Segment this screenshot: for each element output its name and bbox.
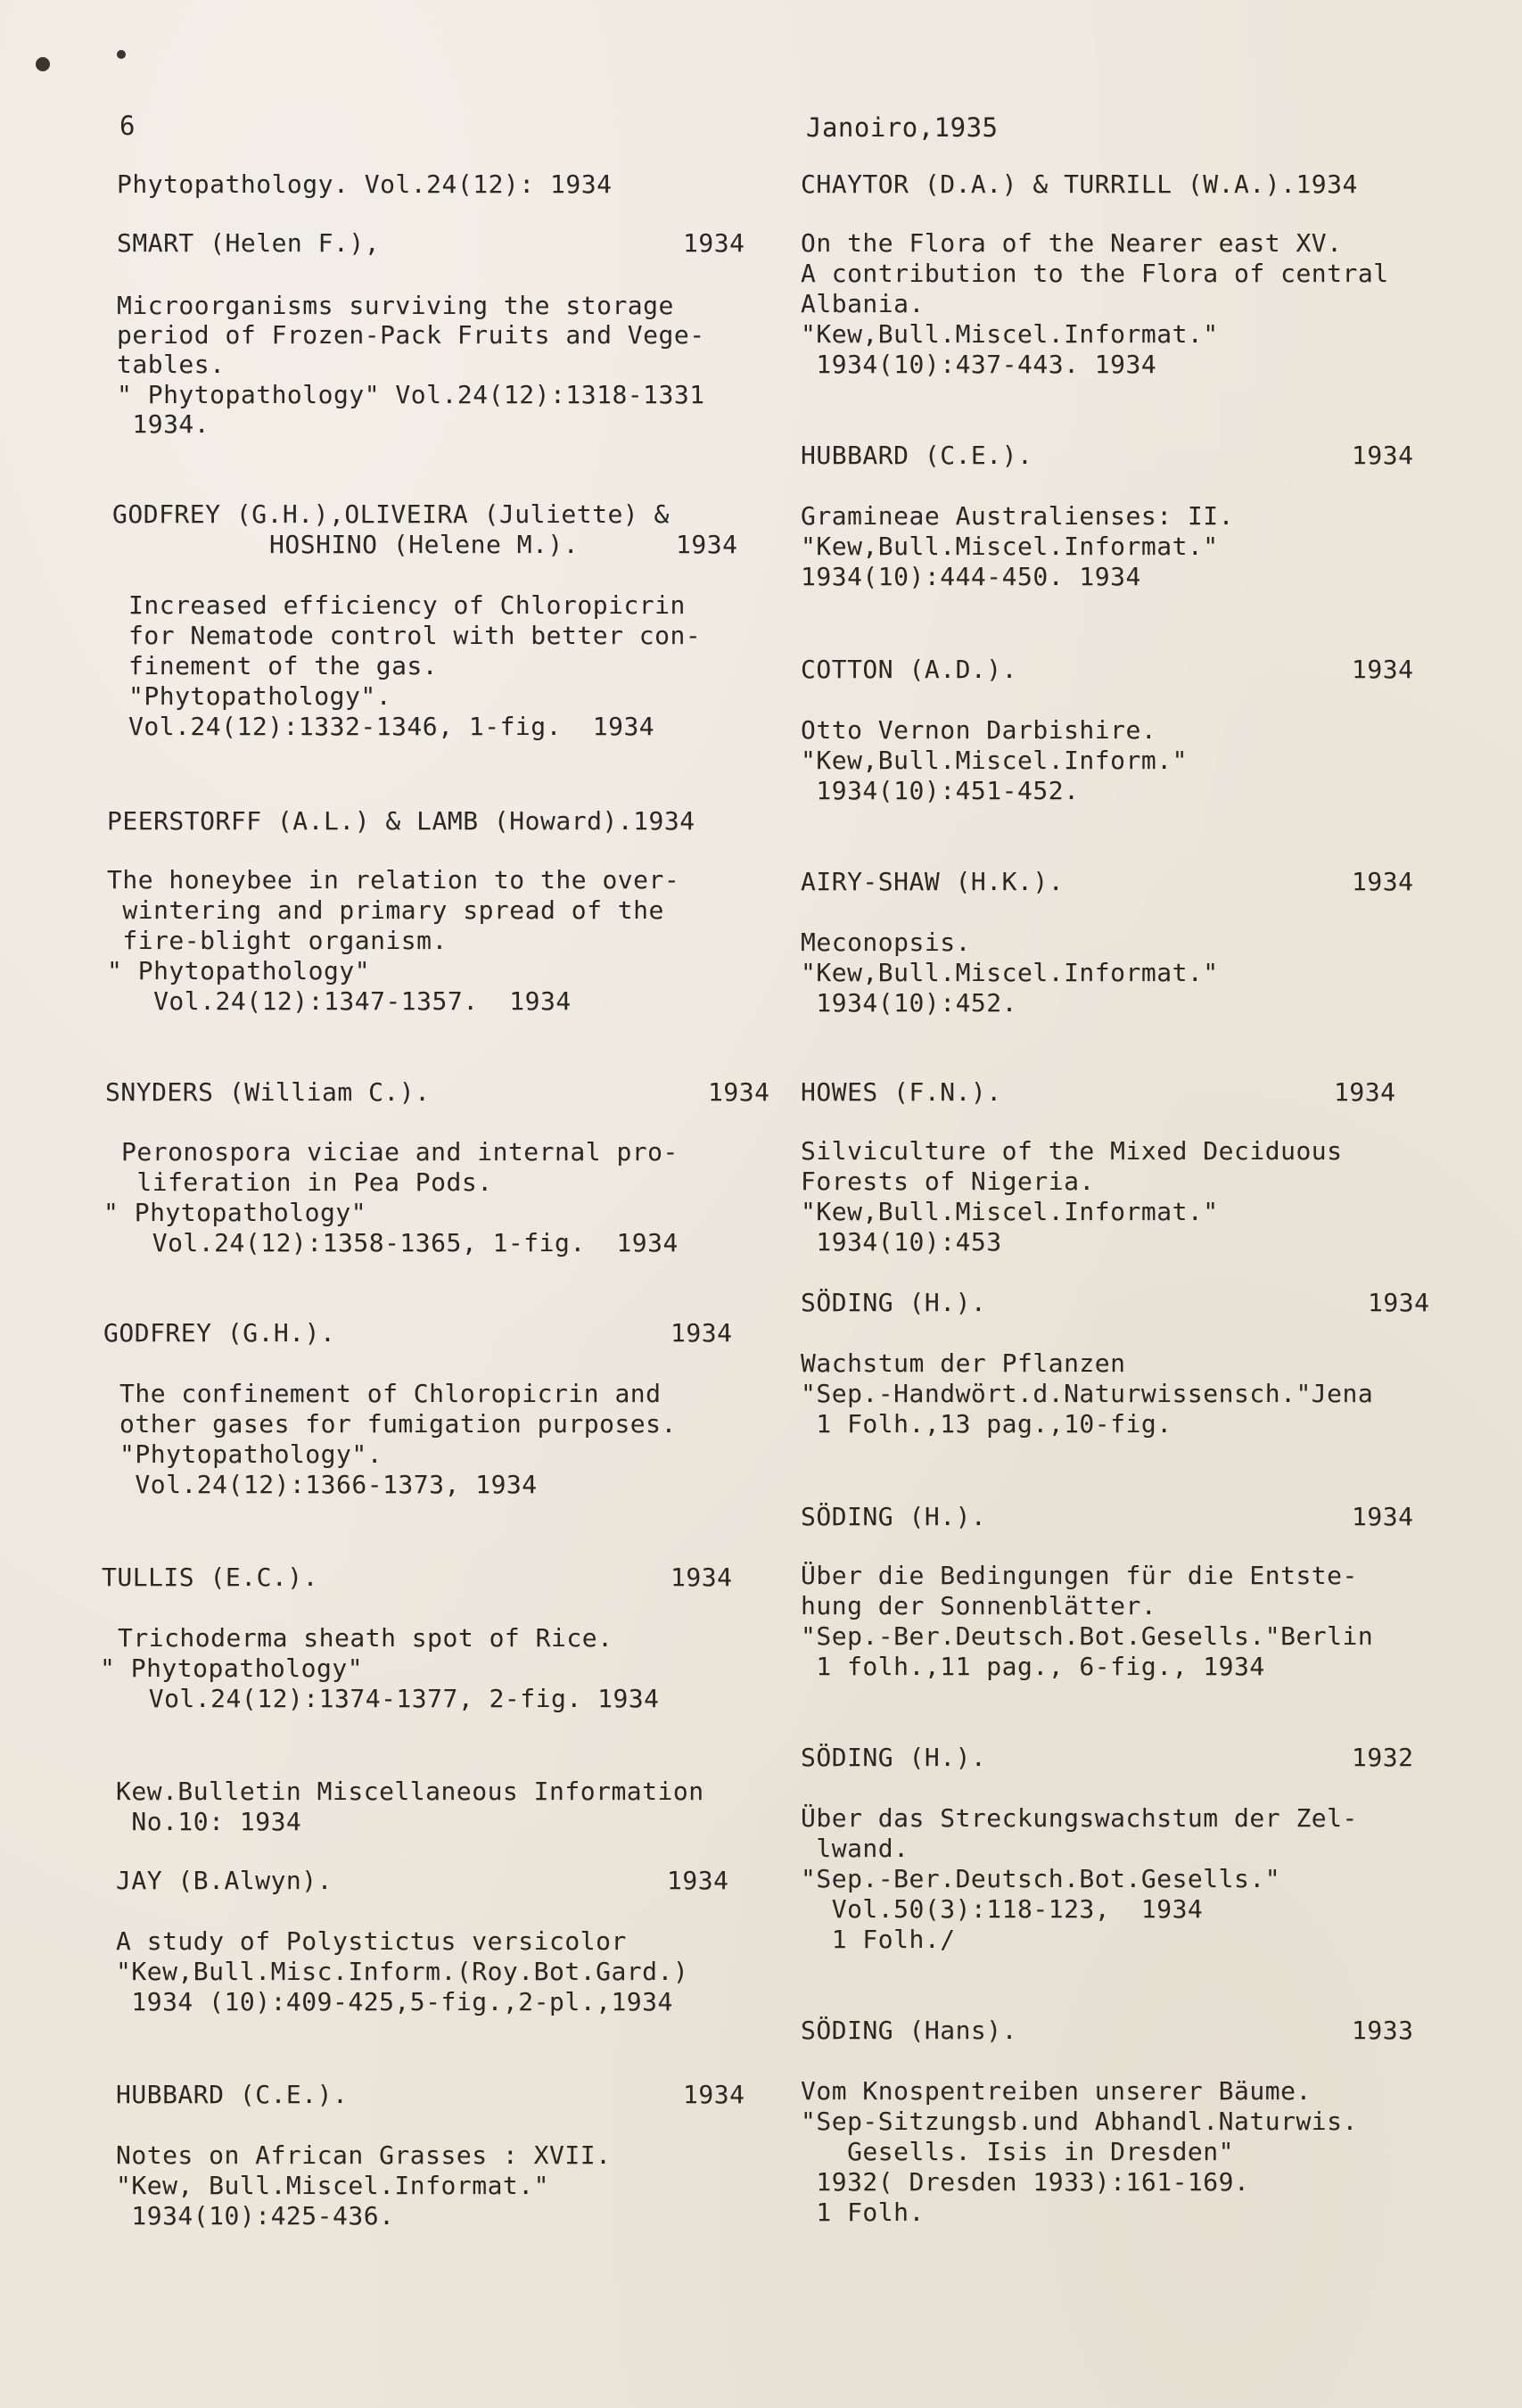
entry-line: Microorganisms surviving the storage bbox=[117, 291, 674, 320]
entry-line: Gramineae Australienses: II. bbox=[801, 501, 1235, 531]
entry-line: The confinement of Chloropicrin and bbox=[119, 1379, 662, 1408]
entry-line: 1934(10):451-452. bbox=[801, 776, 1080, 805]
entry-author: TULLIS (E.C.). bbox=[102, 1563, 319, 1592]
entry-line: "Sep.-Ber.Deutsch.Bot.Gesells."Berlin bbox=[801, 1621, 1374, 1651]
entry-line: "Kew,Bull.Miscel.Informat." bbox=[801, 319, 1219, 349]
entry-line: A contribution to the Flora of central bbox=[801, 259, 1389, 288]
entry-line: On the Flora of the Nearer east XV. bbox=[801, 228, 1343, 258]
entry-line: Über die Bedingungen für die Entste- bbox=[801, 1561, 1358, 1590]
entry-line: 1932( Dresden 1933):161-169. bbox=[801, 2167, 1250, 2197]
entry-line: "Phytopathology". bbox=[119, 1439, 383, 1469]
entry-line: tables. bbox=[117, 350, 226, 379]
entry-author: HOWES (F.N.). bbox=[801, 1077, 1002, 1107]
entry-line: finement of the gas. bbox=[128, 651, 439, 680]
entry-line: Vol.24(12):1366-1373, 1934 bbox=[119, 1470, 538, 1499]
entry-line: Wachstum der Pflanzen bbox=[801, 1348, 1126, 1378]
entry-author: GODFREY (G.H.),OLIVEIRA (Juliette) & bbox=[112, 499, 670, 529]
entry-line: " Phytopathology" bbox=[107, 956, 371, 985]
entry-line: Forests of Nigeria. bbox=[801, 1167, 1095, 1196]
entry-year: 1933 bbox=[1352, 2016, 1414, 2045]
journal-heading: No.10: 1934 bbox=[116, 1807, 302, 1836]
entry-line: " Phytopathology" bbox=[103, 1198, 367, 1227]
entry-line: "Phytopathology". bbox=[128, 681, 392, 711]
entry-line: Vol.24(12):1374-1377, 2-fig. 1934 bbox=[118, 1684, 660, 1713]
entry-line: Peronospora viciae and internal pro- bbox=[121, 1137, 679, 1167]
entry-year: 1934 bbox=[667, 1866, 729, 1895]
entry-line: "Kew,Bull.Miscel.Informat." bbox=[801, 532, 1219, 561]
entry-year: 1934 bbox=[671, 1318, 733, 1348]
entry-line: Notes on African Grasses : XVII. bbox=[116, 2140, 612, 2170]
entry-author: GODFREY (G.H.). bbox=[103, 1318, 336, 1348]
entry-line: "Kew,Bull.Miscel.Informat." bbox=[801, 958, 1219, 987]
entry-line: lwand. bbox=[801, 1834, 909, 1863]
entry-year: 1934 bbox=[683, 228, 745, 258]
entry-line: "Kew, Bull.Miscel.Informat." bbox=[116, 2171, 550, 2200]
entry-line: hung der Sonnenblätter. bbox=[801, 1591, 1157, 1620]
entry-line: Otto Vernon Darbishire. bbox=[801, 715, 1157, 745]
entry-line: Vol.24(12):1347-1357. 1934 bbox=[107, 986, 572, 1016]
entry-line: Vom Knospentreiben unserer Bäume. bbox=[801, 2076, 1312, 2106]
entry-line: fire-blight organism. bbox=[107, 926, 448, 955]
entry-line: Vol.24(12):1358-1365, 1-fig. 1934 bbox=[121, 1228, 679, 1258]
entry-line: Gesells. Isis in Dresden" bbox=[801, 2137, 1235, 2166]
entry-author: SÖDING (Hans). bbox=[801, 2016, 1018, 2045]
entry-author: HUBBARD (C.E.). bbox=[116, 2080, 349, 2109]
entry-line: Meconopsis. bbox=[801, 928, 971, 957]
entry-line: " Phytopathology" bbox=[100, 1653, 364, 1683]
entry-author: SÖDING (H.). bbox=[801, 1743, 987, 1772]
entry-line: "Sep.-Handwört.d.Naturwissensch."Jena bbox=[801, 1379, 1374, 1408]
entry-line: 1 Folh.,13 pag.,10-fig. bbox=[801, 1409, 1172, 1439]
entry-author: SÖDING (H.). bbox=[801, 1288, 987, 1317]
entry-line: Albania. bbox=[801, 289, 925, 318]
entry-line: Vol.50(3):118-123, 1934 bbox=[801, 1894, 1204, 1924]
entry-author: SNYDERS (William C.). bbox=[105, 1077, 431, 1107]
entry-author: CHAYTOR (D.A.) & TURRILL (W.A.).1934 bbox=[801, 169, 1358, 199]
entry-line: A study of Polystictus versicolor bbox=[116, 1926, 627, 1956]
entry-author: COTTON (A.D.). bbox=[801, 655, 1018, 684]
entry-year: 1934 bbox=[1352, 441, 1414, 470]
entry-line: The honeybee in relation to the over- bbox=[107, 865, 680, 895]
entry-author: AIRY-SHAW (H.K.). bbox=[801, 867, 1065, 896]
entry-line: 1934. bbox=[117, 409, 210, 439]
entry-year: 1934 bbox=[1352, 655, 1414, 684]
page-number: 6 bbox=[119, 111, 136, 141]
entry-line: 1934(10):444-450. 1934 bbox=[801, 562, 1141, 591]
entry-line: Vol.24(12):1332-1346, 1-fig. 1934 bbox=[128, 712, 655, 741]
entry-line: "Sep.-Ber.Deutsch.Bot.Gesells." bbox=[801, 1864, 1281, 1893]
entry-line: 1 folh.,11 pag., 6-fig., 1934 bbox=[801, 1652, 1265, 1681]
entry-line: for Nematode control with better con- bbox=[128, 621, 702, 650]
entry-year: 1934 bbox=[683, 2080, 745, 2109]
journal-heading: Phytopathology. Vol.24(12): 1934 bbox=[117, 169, 613, 199]
entry-line: "Kew,Bull.Miscel.Inform." bbox=[801, 746, 1188, 775]
journal-heading: Kew.Bulletin Miscellaneous Information bbox=[116, 1777, 704, 1806]
entry-author: SMART (Helen F.), bbox=[117, 228, 381, 258]
entry-line: 1934(10):437-443. 1934 bbox=[801, 350, 1157, 379]
entry-line: liferation in Pea Pods. bbox=[121, 1167, 493, 1197]
entry-line: " Phytopathology" Vol.24(12):1318-1331 bbox=[117, 380, 705, 409]
entry-line: Increased efficiency of Chloropicrin bbox=[128, 590, 686, 620]
entry-author: HUBBARD (C.E.). bbox=[801, 441, 1033, 470]
entry-line: Trichoderma sheath spot of Rice. bbox=[118, 1623, 613, 1653]
entry-line: period of Frozen-Pack Fruits and Vege- bbox=[117, 320, 705, 350]
entry-year: 1934 bbox=[676, 530, 738, 559]
entry-line: Über das Streckungswachstum der Zel- bbox=[801, 1803, 1358, 1833]
entry-line: 1 Folh. bbox=[801, 2198, 925, 2227]
entry-line: "Kew,Bull.Misc.Inform.(Roy.Bot.Gard.) bbox=[116, 1957, 689, 1986]
entry-line: Silviculture of the Mixed Deciduous bbox=[801, 1136, 1343, 1166]
entry-line: 1934(10):453 bbox=[801, 1227, 1002, 1257]
entry-author: PEERSTORFF (A.L.) & LAMB (Howard).1934 bbox=[107, 806, 695, 836]
entry-line: "Sep-Sitzungsb.und Abhandl.Naturwis. bbox=[801, 2107, 1358, 2136]
entry-year: 1934 bbox=[1352, 867, 1414, 896]
entry-author: JAY (B.Alwyn). bbox=[116, 1866, 333, 1895]
entry-year: 1934 bbox=[1352, 1502, 1414, 1531]
entry-line: 1934 (10):409-425,5-fig.,2-pl.,1934 bbox=[116, 1987, 673, 2016]
punch-mark bbox=[117, 50, 126, 59]
entry-line: other gases for fumigation purposes. bbox=[119, 1409, 677, 1439]
punch-hole bbox=[36, 57, 50, 71]
entry-year: 1934 bbox=[708, 1077, 770, 1107]
entry-year: 1934 bbox=[671, 1563, 733, 1592]
entry-author: HOSHINO (Helene M.). bbox=[269, 530, 580, 559]
entry-year: 1934 bbox=[1334, 1077, 1396, 1107]
entry-line: wintering and primary spread of the bbox=[107, 895, 664, 925]
entry-author: SÖDING (H.). bbox=[801, 1502, 987, 1531]
entry-line: "Kew,Bull.Miscel.Informat." bbox=[801, 1197, 1219, 1226]
entry-year: 1934 bbox=[1368, 1288, 1430, 1317]
entry-line: 1934(10):425-436. bbox=[116, 2201, 395, 2231]
entry-year: 1932 bbox=[1352, 1743, 1414, 1772]
entry-line: 1934(10):452. bbox=[801, 988, 1018, 1018]
entry-line: 1 Folh./ bbox=[801, 1925, 956, 1954]
date-heading: Janoiro,1935 bbox=[806, 112, 999, 143]
